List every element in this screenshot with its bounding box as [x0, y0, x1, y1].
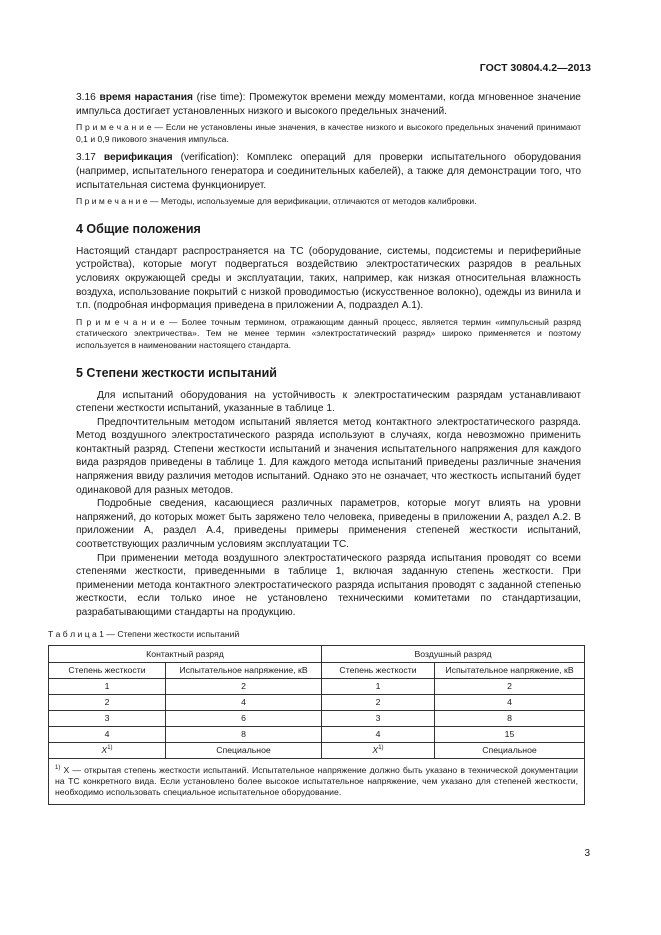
clause-3-16-text: (rise time): Промежуток времени между моментами, когда мгновенное значение импульса достигает установленных низкого и высокого предельных значений.	[76, 92, 581, 117]
table-cell: 3	[49, 710, 166, 726]
table-cell: 4	[322, 726, 435, 742]
clause-3-17-term: верификация	[103, 152, 173, 164]
clause-3-16-number: 3.16	[76, 92, 96, 103]
table-cell: 1	[49, 678, 166, 694]
table-cell: 4	[166, 694, 322, 710]
table-cell: 8	[435, 710, 585, 726]
section-5-heading: 5 Степени жесткости испытаний	[76, 365, 277, 380]
table-caption	[48, 629, 581, 639]
table-cell: 8	[166, 726, 322, 742]
standard-header: ГОСТ 30804.4.2—2013	[479, 62, 591, 74]
table-cell: 15	[435, 726, 585, 742]
table-caption-label: Т а б л и ц а 1	[48, 628, 104, 639]
section-5-paragraph-3: Подробные сведения, касающиеся различных параметров, которые могут влиять на уровни напряжений, до которых может быть заряжено тело человека, приведены в приложении А, раздел А.2. В приложении А, раздел А.4, приведены примеры применения степеней жесткости испытаний, соответствующих различным условиям эксплуатации ТС.	[76, 498, 581, 551]
footnote-ref: 1)	[107, 745, 113, 752]
footnote-mark: 1)	[55, 764, 61, 771]
open-level-symbol: X	[372, 745, 379, 756]
group-header-air: Воздушный разряд	[322, 645, 585, 662]
column-header-level: Степень жесткости	[49, 662, 166, 678]
section-4-paragraph: Настоящий стандарт распространяется на ТС (оборудование, системы, подсистемы и периферийные устройства), которые могут подвергаться воздействию электростатических разрядов в реальных условиях окружающей среды и эксплуатации, таких, например, как низкая относительная влажность воздуха, использование покрытий с низкой проводимостью (искусственное волокно), одежды из винила и т.п. (подробная информация приведена в приложении А, подраздел А.1).	[76, 245, 581, 312]
table-row	[49, 726, 585, 742]
clause-3-16	[76, 91, 581, 118]
table-cell	[49, 742, 166, 758]
section-5-paragraph-4: При применении метода воздушного электростатического разряда испытания проводят со всеми степенями жесткости, приведенными в таблице 1, включая заданную степень жесткости. При применении метода контактного электростатического разряда испытания проводят с заданной степенью жесткости, если только иное не установлено техническими комитетами по стандартизации, разрабатывающими стандарты на продукцию.	[76, 552, 581, 618]
table-cell: 6	[166, 710, 322, 726]
column-header-voltage: Испытательное напряжение, кВ	[435, 662, 585, 678]
clause-3-16-note	[76, 122, 581, 145]
note-label: П р и м е ч а н и е	[76, 316, 165, 327]
footnote-text: X — открытая степень жесткости испытаний. Испытательное напряжение должно быть указано в технической документации на ТС конкретного вида. Если установлено более высокое испытательное напряжение, чем указано для степеней жесткости, необходимо использовать специальное испытательное оборудование.	[55, 764, 579, 798]
table-cell: 4	[435, 694, 585, 710]
clause-3-17-note	[76, 196, 581, 208]
section-4-heading: 4 Общие положения	[76, 221, 201, 236]
table-cell: 1	[322, 678, 435, 694]
clause-3-17-text: (verification): Комплекс операций для проверки испытательного оборудования (например, испытательного генератора и соединительных кабелей), а также для демонстрации того, что испытательная система функционирует.	[76, 152, 581, 191]
clause-3-16-term: время нарастания	[99, 92, 193, 103]
section-5-paragraph-1: Для испытаний оборудования на устойчивость к электростатическим разрядам устанавливают степени жесткости испытаний, указанные в таблице 1.	[76, 389, 581, 415]
table-row	[49, 742, 585, 758]
footnote-ref: 1)	[378, 745, 384, 752]
table-row	[49, 678, 585, 694]
table-footnote-row	[49, 758, 585, 804]
note-label: П р и м е ч а н и е	[76, 196, 148, 207]
table-cell: 4	[49, 726, 166, 742]
section-4-note	[76, 317, 581, 352]
column-header-voltage: Испытательное напряжение, кВ	[166, 662, 322, 678]
open-level-symbol: X	[101, 745, 108, 756]
table-cell: Специальное	[166, 742, 322, 758]
table-footnote	[49, 758, 585, 804]
table-caption-text: — Степени жесткости испытаний	[106, 628, 240, 639]
table-row	[49, 694, 585, 710]
note-text: — Методы, используемые для верификации, отличаются от методов калибровки.	[149, 196, 477, 207]
table-cell: 3	[322, 710, 435, 726]
table-cell: 2	[49, 694, 166, 710]
column-header-level: Степень жесткости	[322, 662, 435, 678]
section-5-paragraph-2: Предпочтительным методом испытаний является метод контактного электростатического разряда. Метод воздушного электростатического разряда используют в случаях, когда невозможно применить контактный разряд. Степени жесткости испытаний и значения испытательного напряжения для каждого вида разрядов приведены в таблице 1. Для каждого метода испытаний приведены различные значения напряжения ввиду различия методов испытаний. Однако это не означает, что жесткость испытаний будет одинаковой для разных методов.	[76, 416, 581, 496]
table-row	[49, 710, 585, 726]
clause-3-17-number: 3.17	[76, 152, 96, 164]
note-text: — Более точным термином, отражающим данный процесс, является термин «импульсный разряд статического электричества». Тем не менее термин «электростатический разряд» широко применяется и поэтому используется в наименовании настоящего стандарта.	[76, 316, 582, 350]
severity-table	[48, 645, 585, 805]
page-content	[48, 91, 582, 805]
group-header-contact: Контактный разряд	[49, 645, 322, 662]
note-label: П р и м е ч а н и е	[76, 122, 152, 133]
table-cell: 2	[166, 678, 322, 694]
note-text: — Если не установлены иные значения, в качестве низкого и высокого предельных значений принимают 0,1 и 0,9 пикового значения импульса.	[76, 122, 582, 144]
page-number: 3	[584, 848, 590, 859]
table-cell: 2	[435, 678, 585, 694]
table-cell: Специальное	[435, 742, 585, 758]
clause-3-17	[76, 151, 581, 192]
table-cell: 2	[322, 694, 435, 710]
table-cell	[322, 742, 435, 758]
